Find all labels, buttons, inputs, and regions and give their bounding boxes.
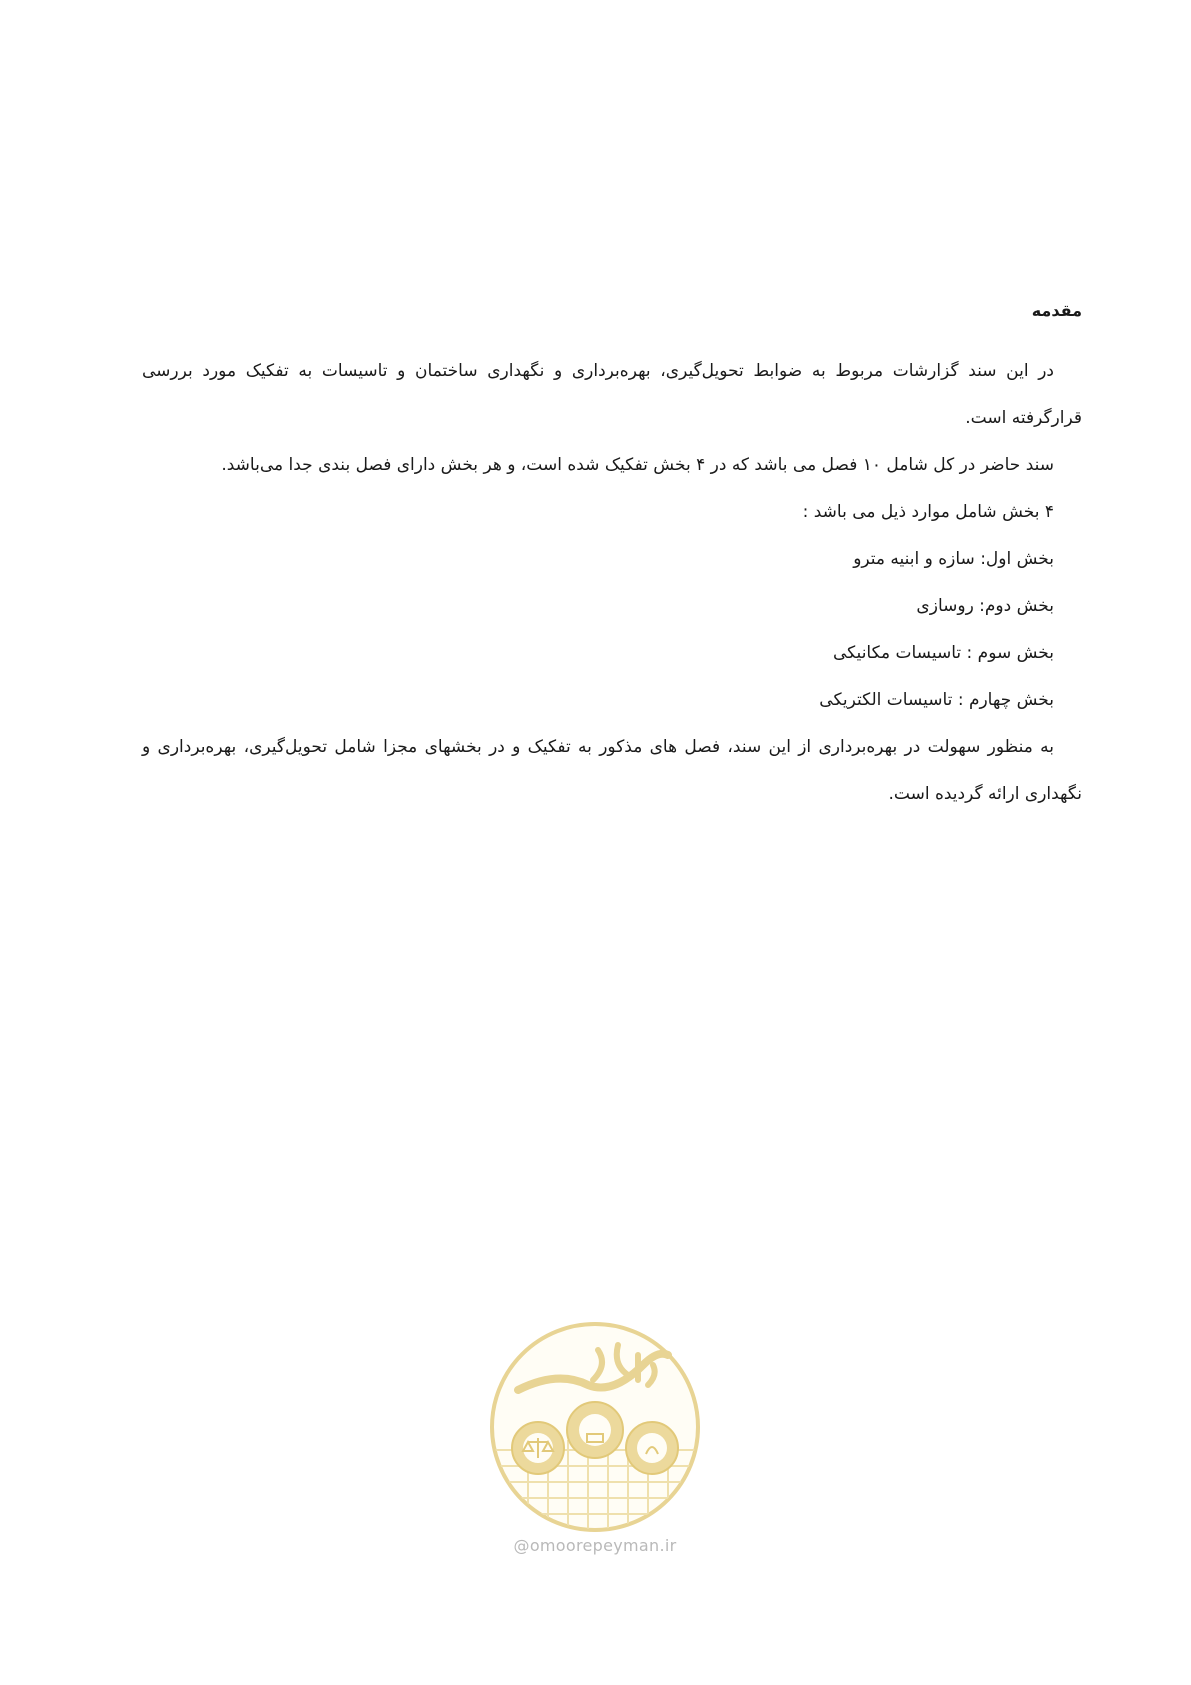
closing-paragraph: به منظور سهولت در بهره‌برداری از این سند، فصل های مذکور به تفکیک و در بخشهای مجزا شامل تحویل‌گیری، بهره‌برداری و نگهداری ارائه گردیده است. <box>142 737 1082 804</box>
watermark-url: @omoorepeyman.ir <box>513 1536 677 1555</box>
section-heading: مقدمه <box>1031 301 1082 320</box>
section-item-2: بخش دوم: روسازی <box>916 596 1054 616</box>
watermark-emblem-icon <box>488 1320 702 1534</box>
section-item-4: بخش چهارم : تاسیسات الکتریکی <box>819 690 1054 710</box>
section-item-1: بخش اول: سازه و ابنیه مترو <box>853 549 1054 569</box>
document-body <box>142 296 1082 818</box>
list-intro: ۴ بخش شامل موارد ذیل می باشد : <box>802 502 1054 522</box>
watermark-logo <box>488 1320 702 1560</box>
scope-paragraph: سند حاضر در کل شامل ۱۰ فصل می باشد که در ۴ بخش تفکیک شده است، و هر بخش دارای فصل بندی جدا می‌باشد. <box>221 455 1054 475</box>
section-item-3: بخش سوم : تاسیسات مکانیکی <box>833 643 1054 663</box>
intro-paragraph: در این سند گزارشات مربوط به ضوابط تحویل‌گیری، بهره‌برداری و نگهداری ساختمان و تاسیسات به تفکیک مورد بررسی قرارگرفته است. <box>142 361 1082 428</box>
